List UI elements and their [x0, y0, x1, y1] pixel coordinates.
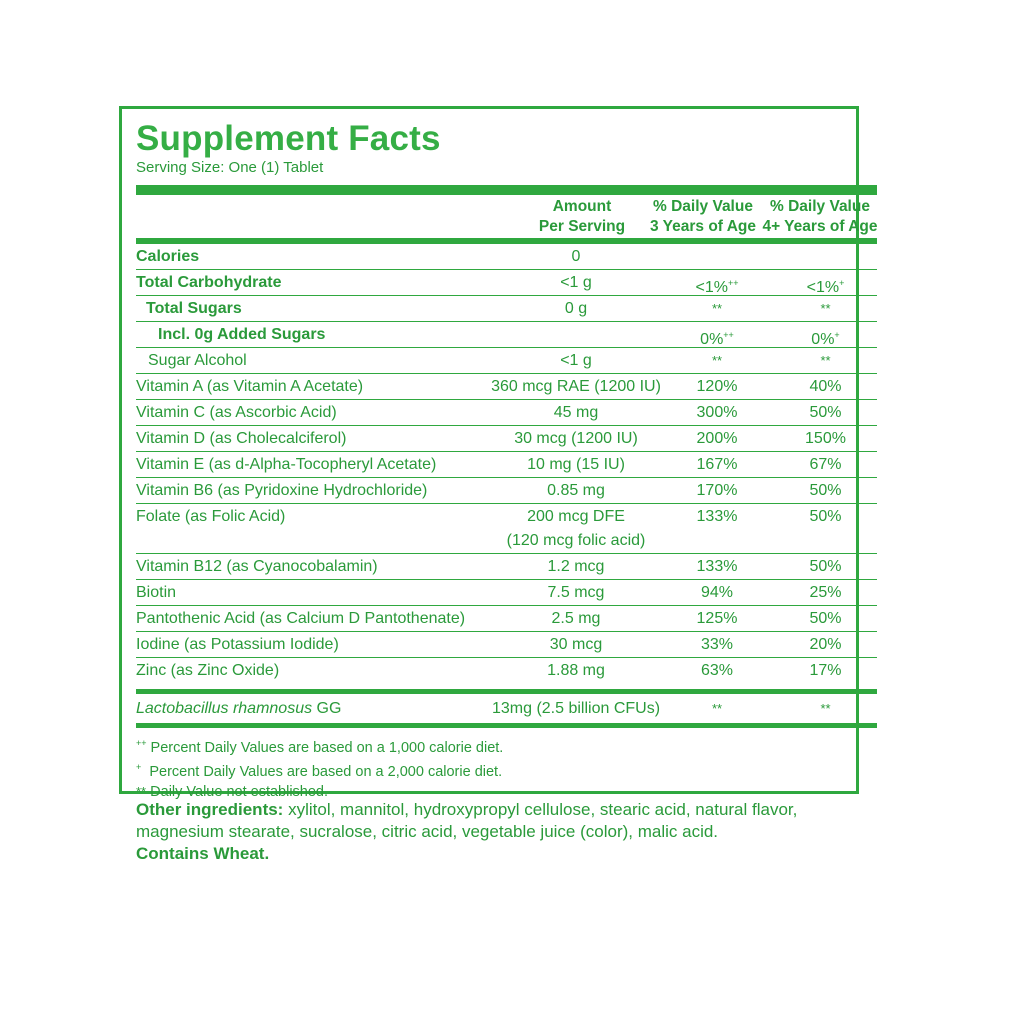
nutrient-name: Vitamin C (as Ascorbic Acid)	[136, 404, 337, 421]
nutrient-dv4: 50%	[809, 482, 842, 499]
nutrient-amount: 200 mcg DFE (120 mcg folic acid)	[506, 508, 646, 549]
nutrient-dv4: 50%	[809, 404, 842, 421]
nutrient-dv3: 300%	[696, 404, 738, 421]
nutrient-row	[136, 606, 877, 632]
nutrient-dv3: 63%	[700, 662, 734, 679]
nutrient-dv4: 150%	[805, 430, 846, 447]
nutrient-dv3: 133%	[696, 558, 738, 575]
footnote: ++ Percent Daily Values are based on a 1,000 calorie diet.	[136, 738, 504, 756]
nutrient-row	[136, 452, 877, 478]
nutrient-dv4: **	[820, 301, 831, 316]
nutrient-name: Pantothenic Acid (as Calcium D Pantothenate)	[136, 610, 466, 627]
nutrient-name: Vitamin E (as d-Alpha-Tocopheryl Acetate)	[136, 456, 437, 473]
nutrient-dv3: 167%	[696, 456, 738, 473]
probiotic-name: Lactobacillus rhamnosus GG	[136, 700, 342, 717]
nutrient-row	[136, 348, 877, 374]
other-ingredients	[136, 799, 856, 865]
nutrient-dv4: 50%	[809, 558, 842, 575]
nutrient-amount: <1 g	[560, 274, 592, 291]
nutrient-amount: 30 mcg (1200 IU)	[514, 430, 638, 447]
nutrient-amount: 0	[571, 248, 581, 265]
nutrient-dv4: <1%+	[806, 278, 845, 296]
probiotic-amount: 13mg (2.5 billion CFUs)	[491, 700, 661, 717]
nutrient-name: Vitamin B6 (as Pyridoxine Hydrochloride)	[136, 482, 428, 499]
nutrient-name: Biotin	[136, 584, 177, 601]
nutrient-name: Incl. 0g Added Sugars	[158, 326, 326, 343]
nutrient-dv4: 50%	[809, 508, 842, 525]
nutrient-row	[136, 632, 877, 658]
nutrient-dv3: 120%	[696, 378, 738, 395]
header-dv-3yrs: % Daily Value 3 Years of Age	[650, 198, 756, 235]
allergen-statement: Contains Wheat.	[136, 844, 270, 863]
nutrient-name: Zinc (as Zinc Oxide)	[136, 662, 280, 679]
nutrient-dv3: <1%++	[695, 278, 739, 296]
probiotic-row	[136, 696, 877, 722]
nutrient-amount: 7.5 mcg	[547, 584, 605, 601]
nutrient-row	[136, 478, 877, 504]
nutrient-dv4: 40%	[809, 378, 842, 395]
nutrient-name: Total Sugars	[146, 300, 242, 317]
nutrient-row	[136, 554, 877, 580]
other-ingredients-label: Other ingredients:	[136, 800, 284, 819]
nutrient-row	[136, 658, 877, 683]
bottom-thick-rule	[136, 723, 877, 728]
probiotic-dv3: **	[711, 701, 723, 716]
nutrient-dv4: 20%	[809, 636, 842, 653]
serving-size: Serving Size: One (1) Tablet	[136, 159, 324, 176]
nutrient-dv3: 94%	[700, 584, 734, 601]
nutrient-name: Calories	[136, 248, 200, 265]
nutrient-row	[136, 270, 877, 296]
nutrient-name: Total Carbohydrate	[136, 274, 282, 291]
nutrient-name: Vitamin B12 (as Cyanocobalamin)	[136, 558, 378, 575]
nutrient-row	[136, 580, 877, 606]
nutrient-amount: 0 g	[564, 300, 588, 317]
nutrient-dv3: **	[711, 301, 723, 316]
nutrient-dv4: 25%	[809, 584, 842, 601]
nutrient-table	[136, 244, 877, 683]
other-ingredients-text: xylitol, mannitol, hydroxypropyl cellulose, stearic acid, natural flavor, magnesium stearate, sucralose, citric acid, vegetable juice (color), malic acid.	[136, 800, 798, 841]
header-dv-4yrs: % Daily Value 4+ Years of Age	[762, 198, 878, 235]
nutrient-dv3: **	[711, 353, 723, 368]
nutrient-row	[136, 244, 877, 270]
nutrient-dv4: 0%+	[811, 330, 840, 348]
nutrient-name: Vitamin D (as Cholecalciferol)	[136, 430, 347, 447]
mid-thick-rule	[136, 689, 877, 694]
footnote: ** Daily Value not established.	[136, 784, 329, 800]
nutrient-row	[136, 426, 877, 452]
nutrient-dv3: 33%	[700, 636, 734, 653]
nutrient-amount: 1.88 mg	[547, 662, 605, 679]
footnote: + Percent Daily Values are based on a 2,000 calorie diet.	[136, 762, 503, 780]
nutrient-dv3: 200%	[696, 430, 738, 447]
nutrient-name: Folate (as Folic Acid)	[136, 508, 286, 525]
nutrient-amount: 1.2 mcg	[547, 558, 605, 575]
nutrient-amount: <1 g	[560, 352, 592, 369]
supplement-facts-panel	[119, 106, 878, 800]
nutrient-dv3: 0%++	[700, 330, 734, 348]
footnotes	[136, 734, 503, 802]
nutrient-dv3: 125%	[696, 610, 738, 627]
nutrient-row	[136, 296, 877, 322]
nutrient-dv3: 170%	[696, 482, 738, 499]
nutrient-amount: 0.85 mg	[547, 482, 605, 499]
nutrient-name: Sugar Alcohol	[148, 352, 247, 369]
probiotic-dv4: **	[820, 701, 831, 716]
header-amount: Amount Per Serving	[538, 198, 626, 235]
nutrient-name: Vitamin A (as Vitamin A Acetate)	[136, 378, 364, 395]
nutrient-row	[136, 400, 877, 426]
nutrient-row	[136, 504, 877, 554]
nutrient-dv3: 133%	[696, 508, 738, 525]
nutrient-amount: 45 mg	[553, 404, 599, 421]
panel-title: Supplement Facts	[136, 119, 441, 158]
nutrient-dv4: 67%	[809, 456, 842, 473]
nutrient-row	[136, 322, 877, 348]
nutrient-amount: 30 mcg	[549, 636, 603, 653]
nutrient-row	[136, 374, 877, 400]
nutrient-dv4: **	[820, 353, 831, 368]
nutrient-amount: 2.5 mg	[551, 610, 601, 627]
nutrient-amount: 360 mcg RAE (1200 IU)	[491, 378, 661, 395]
top-thick-rule	[136, 185, 877, 195]
nutrient-amount: 10 mg (15 IU)	[527, 456, 625, 473]
nutrient-name: Iodine (as Potassium Iodide)	[136, 636, 339, 653]
nutrient-dv4: 50%	[809, 610, 842, 627]
nutrient-dv4: 17%	[809, 662, 842, 679]
